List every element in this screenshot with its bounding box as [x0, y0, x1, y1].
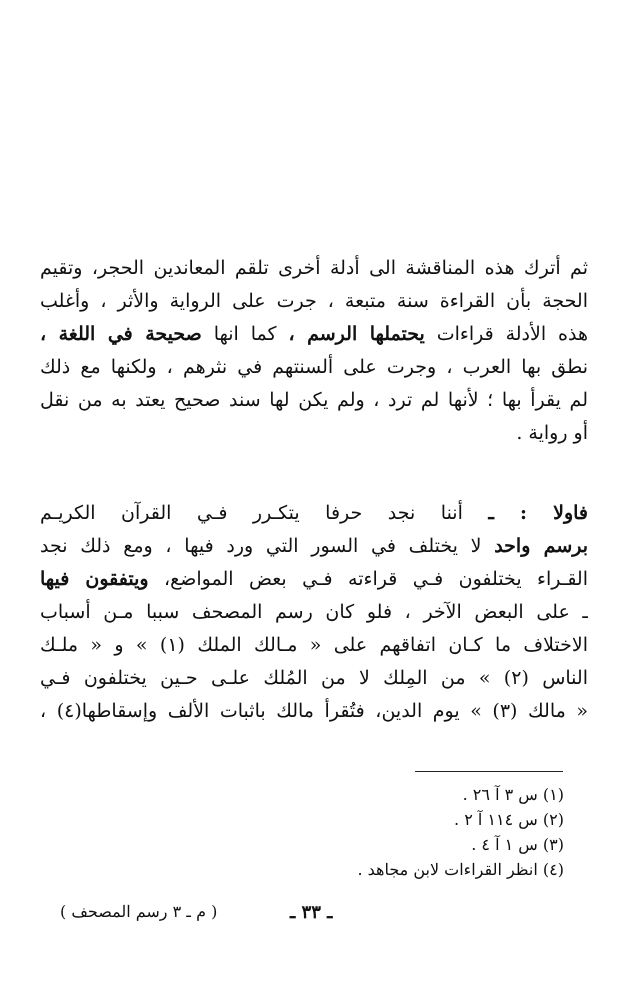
page-number: ـ ٣٣ ـ: [290, 902, 333, 923]
footnotes: [357, 782, 564, 882]
text-line: [40, 351, 588, 384]
text-run: الناس (٢) » من المِلك لا من المُلك علـى حـين يختلفون فـي: [40, 667, 588, 689]
text-line: [40, 662, 588, 695]
running-head: ( م ـ ٣ رسم المصحف ): [60, 902, 218, 921]
text-run: لا يختلف في السور التي ورد فيها ، ومع ذلك نجد: [40, 535, 495, 557]
text-line: [40, 252, 588, 285]
bold-phrase: برسم واحد: [494, 535, 588, 557]
bold-phrase: يحتملها الرسم ،: [288, 323, 425, 345]
text-line: [40, 318, 588, 351]
text-line: [40, 596, 588, 629]
text-run: أننا نجد حرفا يتكـرر فـي القرآن الكريـم: [40, 502, 489, 524]
text-run: الحجة بأن القراءة سنة متبعة ، جرت على الرواية والأثر ، وأغلب: [40, 290, 588, 312]
text-line: [40, 384, 588, 417]
text-line: [40, 530, 588, 563]
text-run: ـ على البعض الآخر ، فلو كان رسم المصحف سببا مـن أسباب: [40, 601, 588, 623]
text-run: لم يقرأ بها ؛ لأنها لم ترد ، ولم يكن لها سند صحيح يعتد به من نقل: [40, 389, 588, 411]
text-run: الاختلاف ما كـان اتفاقهم على « مـالك الملك (١) » و « ملـك: [40, 634, 588, 656]
text-run: ثم أترك هذه المناقشة الى أدلة أخرى تلقم المعاندين الحجر، وتقيم: [40, 257, 588, 279]
text-line: [40, 285, 588, 318]
paragraph-2: [40, 497, 588, 728]
text-line: [40, 695, 588, 728]
bold-phrase: فاولا : ـ: [488, 502, 588, 524]
bold-phrase: ويتفقون فيها: [40, 568, 149, 590]
text-run: أو رواية .: [516, 422, 588, 444]
text-line: [40, 497, 588, 530]
text-run: كما انها: [201, 323, 289, 345]
footnote-2: (٢) س ١١٤ آ ٢ .: [454, 810, 564, 829]
text-run: نطق بها العرب ، وجرت على ألسنتهم في نثرهم ، ولكنها مع ذلك: [40, 356, 588, 378]
footnote-separator: [415, 771, 563, 772]
footnote-4: (٤) انظر القراءات لابن مجاهد .: [357, 860, 564, 879]
bold-phrase: صحيحة في اللغة ،: [40, 323, 202, 345]
paragraph-1: [40, 252, 588, 450]
text-run: « مالك (٣) » يوم الدين، فتُقرأ مالك باثبات الألف وإسقاطها(٤) ،: [40, 700, 588, 722]
text-run: القـراء يختلفون فـي قراءته فـي بعض المواضع،: [148, 568, 588, 590]
text-line: [40, 417, 588, 450]
text-line: [40, 563, 588, 596]
footnote-1: (١) س ٣ آ ٢٦ .: [462, 785, 564, 804]
text-line: [40, 629, 588, 662]
footnote-3: (٣) س ١ آ ٤ .: [471, 835, 564, 854]
text-run: هذه الأدلة قراءات: [424, 323, 588, 345]
